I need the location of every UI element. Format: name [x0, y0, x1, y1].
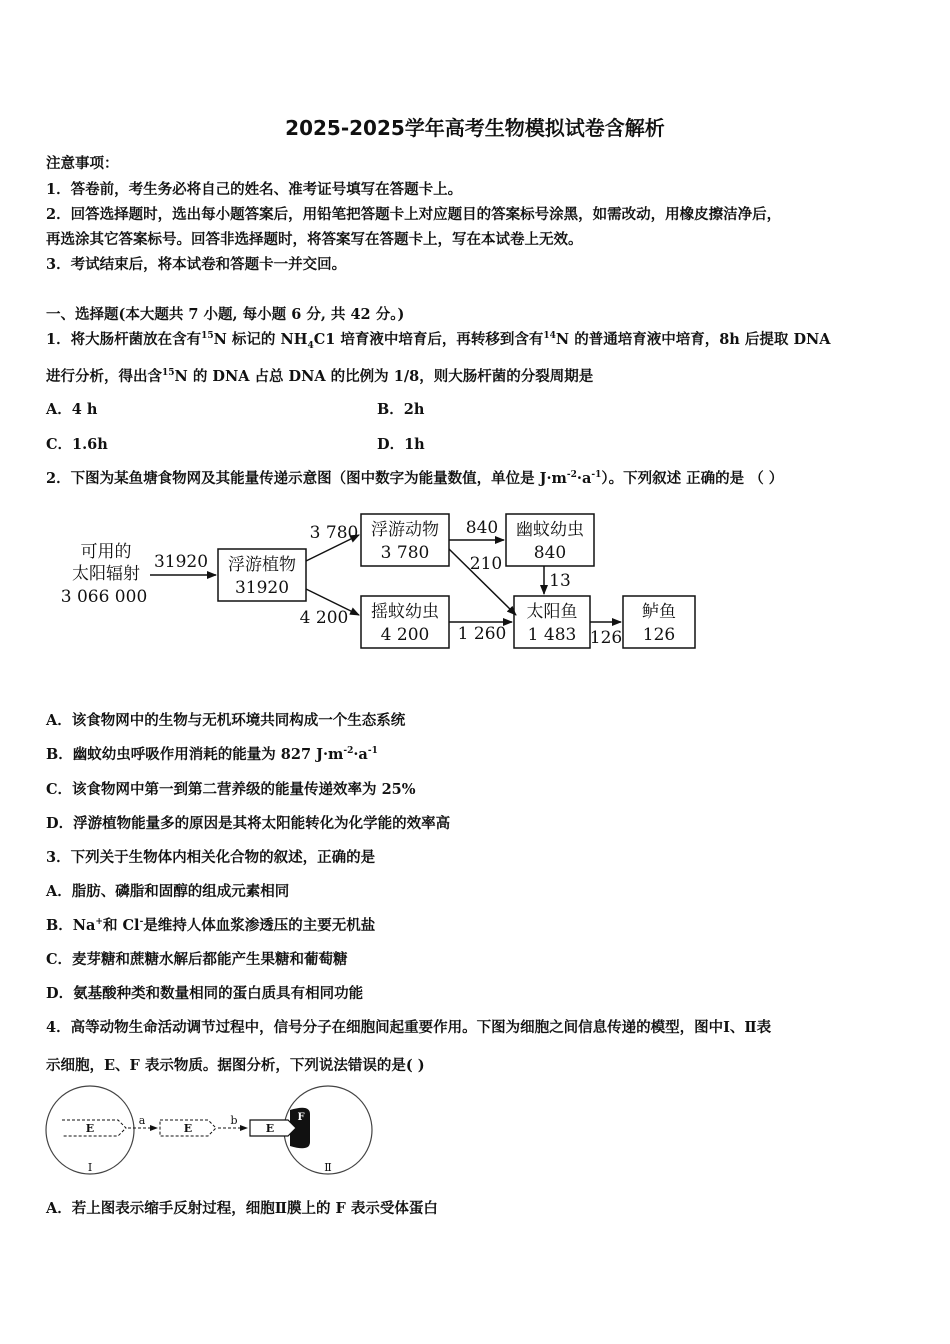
cell-two-label: Ⅱ [324, 1161, 332, 1174]
q1-option-d: D．1h [377, 436, 425, 453]
q1-option-c: C．1.6h [46, 436, 108, 453]
svg-text:31920: 31920 [153, 552, 209, 572]
svg-text:13: 13 [549, 571, 571, 591]
svg-text:幽蚊幼虫: 幽蚊幼虫 [516, 520, 584, 540]
svg-text:E: E [183, 1122, 193, 1135]
svg-text:1 483: 1 483 [527, 625, 577, 645]
q3-option-b: B．Na+和 Cl-是维持人体血浆渗透压的主要无机盐 [46, 917, 376, 934]
notice-item: 再选涂其它答案标号。回答非选择题时，将答案写在答题卡上，写在本试卷上无效。 [46, 231, 583, 248]
q1-option-a: A．4 h [46, 401, 98, 418]
svg-text:浮游动物: 浮游动物 [371, 520, 439, 540]
svg-text:浮游植物: 浮游植物 [228, 555, 296, 575]
q3-option-a: A．脂肪、磷脂和固醇的组成元素相同 [46, 883, 290, 900]
svg-text:4 200: 4 200 [380, 625, 430, 645]
q2-option-c: C．该食物网中第一到第二营养级的能量传递效率为 25% [46, 781, 416, 798]
q1-option-b: B．2h [377, 401, 425, 418]
svg-text:太阳鱼: 太阳鱼 [526, 602, 578, 622]
svg-text:E: E [85, 1122, 95, 1135]
svg-text:E: E [265, 1122, 275, 1135]
notice-item: 1．答卷前，考生务必将自己的姓名、准考证号填写在答题卡上。 [46, 181, 463, 198]
notice-heading: 注意事项： [46, 155, 119, 172]
svg-text:840: 840 [465, 518, 499, 538]
cell-one-label: Ⅰ [87, 1161, 93, 1174]
q2-option-d: D．浮游植物能量多的原因是其将太阳能转化为化学能的效率高 [46, 815, 451, 832]
svg-text:3 780: 3 780 [309, 523, 359, 543]
svg-text:鲈鱼: 鲈鱼 [642, 602, 676, 622]
page-title: 2025-2025学年高考生物模拟试卷含解析 [285, 116, 665, 140]
sun-value: 3 066 000 [60, 587, 148, 607]
q2-option-a: A．该食物网中的生物与无机环境共同构成一个生态系统 [46, 712, 406, 729]
svg-text:b: b [230, 1114, 238, 1127]
q3-option-d: D．氨基酸种类和数量相同的蛋白质具有相同功能 [46, 985, 364, 1002]
section-heading: 一、选择题(本大题共 7 小题, 每小题 6 分, 共 42 分。) [46, 306, 405, 323]
q3-stem: 3．下列关于生物体内相关化合物的叙述，正确的是 [46, 849, 376, 866]
sun-label-2: 太阳辐射 [72, 564, 140, 584]
receptor-f-label: F [297, 1112, 305, 1123]
cell-signal-diagram [44, 1084, 384, 1180]
food-web-diagram [50, 505, 710, 665]
svg-text:摇蚊幼虫: 摇蚊幼虫 [371, 602, 439, 622]
q4-stem-line2: 示细胞，E、F 表示物质。据图分析，下列说法错误的是( ) [46, 1057, 425, 1074]
q2-stem: 2．下图为某鱼塘食物网及其能量传递示意图（图中数字为能量数值，单位是 $J\cdot m^{-2}\cdot a^{-1}$）。下列叙述 正确的是 （ ） [46, 470, 784, 487]
svg-text:126: 126 [642, 625, 676, 645]
svg-text:4 200: 4 200 [299, 608, 349, 628]
q1-stem-line1: 1．将大肠杆菌放在含有$^{15}$N 标记的 $NH_4C1$ 培育液中培育后，再转移到含有$^{14}$N 的普通培育液中培育，8h 后提取 DNA [46, 331, 831, 351]
q4-option-a: A．若上图表示缩手反射过程，细胞Ⅱ膜上的 F 表示受体蛋白 [46, 1200, 438, 1217]
svg-text:3 780: 3 780 [380, 543, 430, 563]
q1-stem-line2: 进行分析，得出含$^{15}$N 的 DNA 占总 DNA 的比例为 1/8，则大肠杆菌的分裂周期是 [46, 368, 594, 385]
svg-text:1 260: 1 260 [457, 624, 507, 644]
svg-text:210: 210 [469, 554, 503, 574]
q2-option-b: B．幽蚊幼虫呼吸作用消耗的能量为 827 $J\cdot m^{-2}\cdot a^{-1}$ [46, 746, 378, 763]
svg-text:840: 840 [533, 543, 567, 563]
notice-item: 2．回答选择题时，选出每小题答案后，用铅笔把答题卡上对应题目的答案标号涂黑，如需改动，用橡皮擦洁净后， [46, 206, 782, 223]
sun-label-1: 可用的 [80, 542, 132, 562]
q4-stem-line1: 4．高等动物生命活动调节过程中，信号分子在细胞间起重要作用。下图为细胞之间信息传递的模型，图中Ⅰ、Ⅱ表 [46, 1019, 772, 1036]
svg-text:31920: 31920 [234, 578, 290, 598]
notice-item: 3．考试结束后，将本试卷和答题卡一并交回。 [46, 256, 347, 273]
svg-text:a: a [138, 1114, 146, 1127]
svg-text:126: 126 [589, 628, 623, 648]
q3-option-c: C．麦芽糖和蔗糖水解后都能产生果糖和葡萄糖 [46, 951, 348, 968]
